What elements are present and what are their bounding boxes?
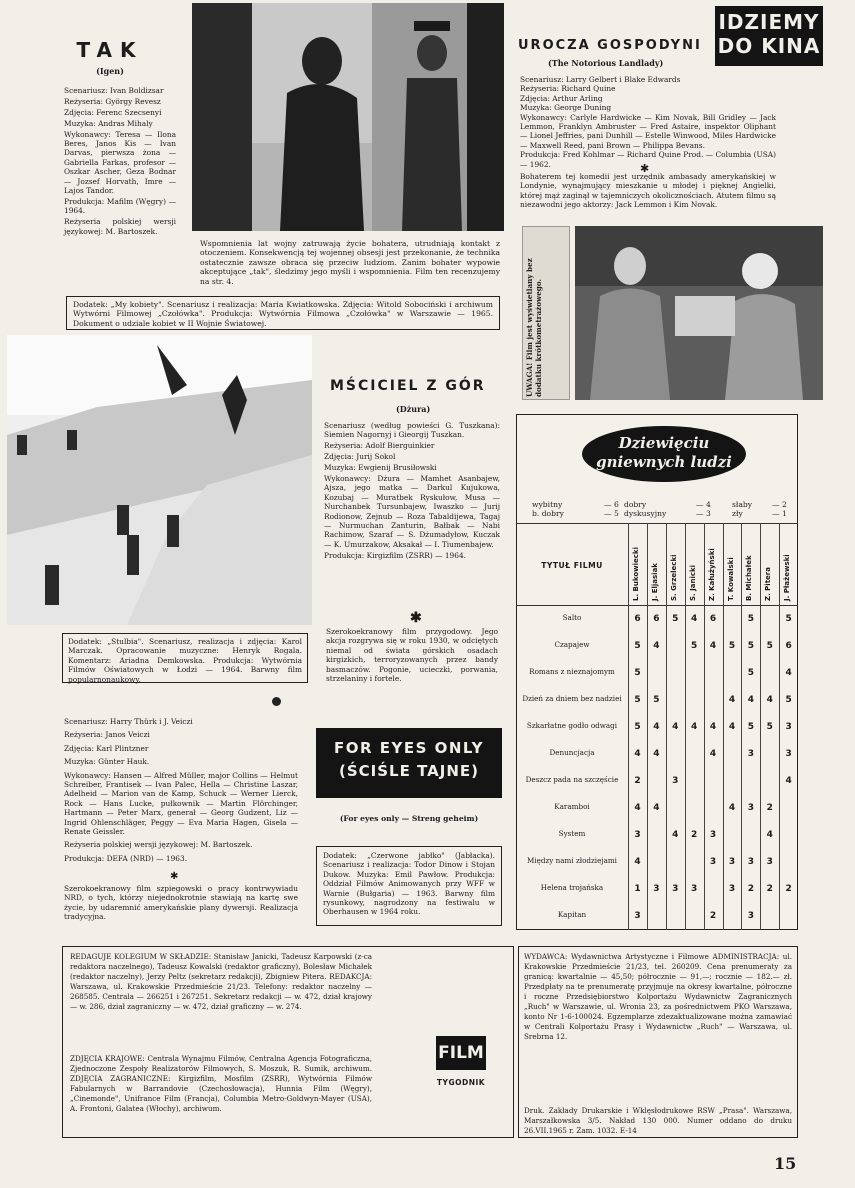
credit-line: Reżyseria: Adolf Bierguinkier <box>324 441 435 451</box>
rating-cell: 6 <box>634 613 641 624</box>
credit-line: Reżyseria polskiej wersji językowej: M. Bartoszek. <box>64 840 253 850</box>
urocza-note-text: UWAGA! Film jest wyświetlany bez dodatku krótkometrażowego. <box>525 258 543 397</box>
tak-supplement <box>66 296 500 330</box>
rating-cell: 4 <box>691 613 698 624</box>
rating-cell: 3 <box>691 883 698 894</box>
logo-line-1: IDZIEMY <box>718 10 820 34</box>
credit-line: Produkcja: Fred Kohlmar — Richard Quine Prod. — Columbia (USA) — 1962. <box>520 150 776 169</box>
rating-cell: 2 <box>785 883 792 894</box>
credit-line: Scenariusz: Ivan Boldizsar <box>64 86 164 95</box>
legend-label: dobry <box>624 500 647 509</box>
critic-name: J. Eljasiak <box>650 563 659 601</box>
legend-label: zły <box>732 509 743 518</box>
foreyes-subtitle: (ŚCIŚLE TAJNE) <box>339 762 479 780</box>
urocza-credits <box>520 75 776 171</box>
credit-line: Zdjęcia: Ferenc Szecsenyi <box>64 107 162 117</box>
legend-value: 4 <box>706 500 711 509</box>
rated-film-title: Między nami złodziejami <box>527 856 617 866</box>
rating-cell: 4 <box>728 802 736 813</box>
legend-item: — 2 <box>772 500 787 509</box>
rated-film-title: System <box>558 829 586 839</box>
msciciel-photo <box>7 335 312 625</box>
rating-cell: 3 <box>653 883 660 894</box>
rating-cell: 4 <box>766 694 773 705</box>
critic-name: S. Janicki <box>688 564 697 601</box>
rated-film-title: Salto <box>562 613 582 623</box>
footer-editorial: REDAGUJE KOLEGIUM W SKŁADZIE: Stanisław Janicki, Tadeusz Karpowski (z-ca redaktora naczelnego), Tadeusz Kowalski (redaktor graficzny), Bolesław Michałek (redaktor naczelny), Jerzy Peltz (sekretarz redakcji), Zbigniew Pitera. REDAKCJA: Warszawa, ul. Krakowskie Przedmieście 21/23. Telefony: redaktor naczelny — 268585. Centrala — 266251 i 267251. Sekretarz redakcji — w. 472, dział krajowy — w. 286, dział zagraniczny — w. 472, dział graficzny — w. 274. <box>70 952 372 1011</box>
urocza-photo <box>575 226 823 400</box>
legend-item: — 6 <box>604 500 619 509</box>
rating-cell: 5 <box>766 640 773 651</box>
rated-film-title: Karamboi <box>554 802 590 812</box>
rating-cell: 5 <box>728 640 736 651</box>
urocza-original-title: (The Notorious Landlady) <box>548 58 664 68</box>
ratings-grid <box>516 523 798 930</box>
logo-line-2: DO KINA <box>717 34 821 58</box>
rating-cell: 4 <box>709 721 717 732</box>
credit-line: Reżyseria: Janos Veiczi <box>64 730 150 740</box>
rating-cell: 3 <box>747 802 754 813</box>
credit-line: Scenariusz: Harry Thürk i J. Veiczi <box>64 717 193 726</box>
credit-line: Zdjęcia: Arthur Arling <box>520 93 603 103</box>
msciciel-supplement-text: Dodatek: „Stulbia". Scenariusz, realizacja i zdjęcia: Karol Marczak. Opracowanie muzyczne: Henryk Rogala. Komentarz: Ariadna Demkowska. Produkcja: Wytwórnia Filmów Oświatowych w Łodzi — 1964. Barwny film popularnonaukowy. <box>68 637 302 684</box>
rating-cell: 3 <box>672 775 679 786</box>
credit-line: Reżyseria polskiej wersji językowej: M. Bartoszek. <box>64 217 176 236</box>
credit-line: Wykonawcy: Hansen — Alfred Müller, major Collins — Helmut Schreiber, Frantisek — Ivan Palec, Hella — Christine Laszar, Adelheid — Marion van de Kamp, Schuck — Werner Lierck, Rock — Hans Lucke, pułkownik — Martin Flörchinger, Hartmann — Peter Marx, generał — Georg Gudzent, Liz — Ingrid Ohlenschläger, Peggy — Eva Maria Hagen, Gisela — Renate Geissler. <box>64 770 298 837</box>
rating-cell: 3 <box>709 856 717 867</box>
urocza-note <box>522 226 570 400</box>
rating-cell: 6 <box>653 613 660 624</box>
ratings-header-rule <box>516 523 798 524</box>
footer-publisher: WYDAWCA: Wydawnictwa Artystyczne i Filmowe ADMINISTRACJA: ul. Krakowskie Przedmieście 21/23, tel. 260209. Cena prenumeraty za granicą: kwartalnie — 45,50; półrocznie — 91,—; rocznie — 182.— zł. Przedpłaty na te prenumeratę przyjmuje na okresy kwartalne, półroczne i roczne Przedsiębiorstwo Kolportażu Wydawnictw Zagranicznych „Ruch" w Warszawie, ul. Wronia 23, za pośrednictwem PKO Warszawa, konto Nr 1-6-100024. Egzemplarze zdezaktualizowane można zamawiać w Centrali Kolportażu Prasy i Wydawnictw „Ruch" — Warszawa, ul. Srebrna 12. <box>524 952 792 1041</box>
credit-line: Scenariusz: Larry Gelbert i Blake Edwards <box>520 75 681 84</box>
legend-item: — 3 <box>696 509 711 518</box>
rating-cell: 4 <box>728 694 736 705</box>
rating-cell: 4 <box>709 640 717 651</box>
foreyes-title-box <box>316 728 502 798</box>
msciciel-original-title: (Dżura) <box>396 404 431 414</box>
legend-label: słaby <box>732 500 753 509</box>
rating-cell: 5 <box>634 694 641 705</box>
msciciel-description: Szerokoekranowy film przygodowy. Jego akcja rozgrywa się w roku 1930, w odciętych niemal od świata górskich osadach kirgizkich, terroryzowanych przez bandy basmaczów. Pogonie, ucieczki, porwania, strzelaniny i fortele. <box>326 627 498 684</box>
legend-value: 6 <box>614 500 619 509</box>
asterisk-icon: ✱ <box>640 162 650 175</box>
legend-label: dyskusyjny <box>624 509 667 518</box>
rating-cell: 3 <box>747 748 754 759</box>
tak-original-title: (Igen) <box>96 66 124 76</box>
rated-film-title: Romans z nieznajomym <box>529 667 615 677</box>
ratings-title-line-2: gniewnych ludzi <box>596 453 732 471</box>
rating-cell: 5 <box>634 640 641 651</box>
rating-cell: 3 <box>747 856 754 867</box>
asterisk-icon: ✱ <box>410 610 422 626</box>
credit-line: Muzyka: Günter Hauk. <box>64 757 150 767</box>
rating-cell: 4 <box>747 694 754 705</box>
rating-cell: 4 <box>634 748 641 759</box>
rating-cell: 4 <box>653 748 660 759</box>
rating-cell: 5 <box>672 613 679 624</box>
rating-cell: 6 <box>709 613 717 624</box>
footer-photos: ZDJĘCIA KRAJOWE: Centrala Wynajmu Filmów, Centralna Agencja Fotograficzna, Zjednoczone Zespoły Realizatorów Filmowych, S. Moszuk, R. Sumik, archiwum. ZDJĘCIA ZAGRANICZNE: Kirgizfilm, Mosfilm (ZSRR), Wytwórnia Filmów Fabularnych w Barrandovie (Czechosłowacja), Hunnia Film (Węgry), „Cinemonde", Unifrance Film (Francja), Columbia Metro-Goldwyn-Mayer (USA), A. Frontoni, Galatea (Włochy), archiwum. <box>70 1054 372 1113</box>
tak-credits <box>64 86 176 238</box>
rating-cell: 5 <box>747 613 754 624</box>
tak-supplement-text: Dodatek: „My kobiety". Scenariusz i realizacja: Maria Kwiatkowska. Zdjęcia: Witold Sobociński i archiwum Wytwórni Filmowej „Czołówka". Produkcja: Wytwórnia Filmowa „Czołówka" w Warszawie — 1965. Dokument o udziale kobiet w II Wojnie Światowej. <box>73 300 493 328</box>
legend-item: — 4 <box>696 500 711 509</box>
rating-cell: 4 <box>785 775 792 786</box>
page-number: 15 <box>774 1154 797 1173</box>
rating-cell: 4 <box>634 856 641 867</box>
credit-line: Wykonawcy: Carlyle Hardwicke — Kim Novak, Bill Gridley — Jack Lemmon, Franklyn Ambruster — Fred Astaire, inspektor Oliphant — Lionel Jeffries, pani Dunhill — Estelle Winwood, Miles Hardwicke — Maxwell Reed, pani Brown — Philippa Bevans. <box>520 112 776 150</box>
legend-item: — 1 <box>772 509 787 518</box>
legend-item <box>532 500 562 509</box>
rating-cell: 6 <box>785 640 792 651</box>
rating-cell: 4 <box>709 748 717 759</box>
credit-line: Muzyka: George Duning <box>520 103 612 113</box>
rating-cell: 5 <box>766 721 773 732</box>
legend-item <box>732 500 752 509</box>
foreyes-supplement <box>316 846 502 926</box>
urocza-title: UROCZA GOSPODYNI <box>518 38 702 53</box>
rating-cell: 4 <box>672 721 679 732</box>
credit-line: Reżyseria: Richard Quine <box>520 84 616 94</box>
legend-label: b. dobry <box>532 509 564 518</box>
rating-cell: 5 <box>747 667 754 678</box>
rated-film-title: Szkarłatne godło odwagi <box>526 721 618 731</box>
critic-name: B. Michałek <box>745 555 754 601</box>
rated-film-title: Kapitan <box>557 910 587 920</box>
rating-cell: 3 <box>728 883 736 894</box>
rating-cell: 4 <box>785 667 792 678</box>
credit-line: Produkcja: Mafilm (Węgry) — 1964. <box>64 196 176 216</box>
rating-cell: 3 <box>785 748 792 759</box>
footer-print: Druk. Zakłady Drukarskie i Wklęsłodrukowe RSW „Prasa". Warszawa, Marszałkowska 3/5. Nakład 130 000. Numer oddano do druku 26.VII.1965 r. Zam. 1032. E-14 <box>524 1106 792 1135</box>
urocza-photo-image <box>575 226 823 400</box>
critic-name: T. Kowalski <box>726 557 735 601</box>
credit-line: Muzyka: Andras Mihaly <box>64 118 153 128</box>
tak-description: Wspomnienia lat wojny zatruwają życie bohatera, utrudniają kontakt z otoczeniem. Konsekwencją tej wojennej obsesji jest przekonanie, że technika ostatecznie zawsze obraca się przeciw ludziom. Zanim bohater wypowie akceptujące „tak", śledzimy jego myśli i wspomnienia. Film ten recenzujemy na str. 4. <box>200 239 500 286</box>
legend-item <box>532 509 564 518</box>
critic-name: Z. Pitera <box>764 567 773 601</box>
film-logo <box>436 1036 486 1070</box>
rating-cell: 5 <box>634 667 641 678</box>
credit-line: Zdjęcia: Karl Plintzner <box>64 743 149 753</box>
credit-line: Reżyseria: György Revesz <box>64 96 161 106</box>
legend-value: 5 <box>614 509 619 518</box>
rating-cell: 3 <box>728 856 736 867</box>
rating-cell: 2 <box>766 802 773 813</box>
foreyes-description: Szerokoekranowy film szpiegowski o pracy kontrwywiadu NRD, o tych, którzy niejednokrotnie stawiają na kartę swe życie, by udaremnić amerykańskie plany dywersji. Realizacja tradycyjna. <box>64 884 298 922</box>
rating-cell: 3 <box>785 721 792 732</box>
ratings-title-line-1: Dziewięciu <box>618 434 710 452</box>
rating-cell: 4 <box>634 802 641 813</box>
credit-line: Wykonawcy: Teresa — Ilona Beres, Janos Kis — Ivan Darvas, pierwsza żona — Gabriella Farkas, profesor — Oszkar Ascher, Geza Bodnar — Jozsef Horvath, Imre — Lajos Tandor. <box>64 129 176 196</box>
legend-item: — 5 <box>604 509 619 518</box>
tak-title: TAK <box>76 38 144 62</box>
critic-name: J. Płażewski <box>783 554 792 601</box>
legend-value: 1 <box>782 509 787 518</box>
urocza-description: Bohaterem tej komedii jest urzędnik ambasady amerykańskiej w Londynie, wynajmujący mieszkanie u młodej i pięknej Angielki, której mąż zaginął w tajemniczych okolicznościach. Atutem filmu są niezawodni jego aktorzy: Jack Lemmon i Kim Novak. <box>520 172 776 210</box>
rating-cell: 5 <box>785 613 792 624</box>
rated-film-title: Czapajew <box>554 640 590 650</box>
credit-line: Muzyka: Ewgienij Brusiłowski <box>324 463 437 473</box>
foreyes-original-title: (For eyes only — Streng geheim) <box>339 814 479 823</box>
legend-item <box>732 509 743 518</box>
rating-cell: 4 <box>766 829 773 840</box>
rating-cell: 3 <box>672 883 679 894</box>
rating-cell: 4 <box>672 829 679 840</box>
critic-name: L. Bukowiecki <box>632 547 640 601</box>
tak-photo-image <box>192 3 504 231</box>
rating-cell: 5 <box>747 640 754 651</box>
rating-cell: 3 <box>766 856 773 867</box>
rating-cell: 2 <box>691 829 698 840</box>
rated-film-title: Helena trojańska <box>540 883 604 893</box>
legend-value: 2 <box>782 500 787 509</box>
rated-film-title: Dzień za dniem bez nadziei <box>522 694 622 704</box>
idziemy-do-kina-logo <box>715 6 823 66</box>
msciciel-photo-image <box>7 335 312 625</box>
rating-cell: 5 <box>634 721 641 732</box>
rated-film-title: Denuncjacja <box>549 748 595 758</box>
rating-cell: 1 <box>634 883 641 894</box>
rated-film-title: Deszcz pada na szczęście <box>525 775 619 785</box>
legend-label: wybitny <box>532 500 563 509</box>
rating-cell: 4 <box>653 802 660 813</box>
credit-line: Wykonawcy: Dżura — Mamhet Asanbajew, Ajsza, jego matka — Darkul Kujukowa, Kozubaj — Muratbek Ryskułow, Musa — Nurchanbek Tursunbajew, Iwaszko — Jurij Rodionow, Zejnub — Roza Tabaldijewa, Tagaj — Nurmuchan Zanturin, Bałbak — Nabi Rachimow, Szaraf — S. Dżumadyłow, Kuczak — K. Umurzakow, Aksakał — I. Tiumenbajew. <box>324 474 500 549</box>
rating-cell: 2 <box>766 883 773 894</box>
msciciel-supplement <box>62 633 308 683</box>
rating-cell: 3 <box>634 910 641 921</box>
rating-cell: 4 <box>653 640 660 651</box>
credit-line: Produkcja: Kirgizfilm (ZSRR) — 1964. <box>324 550 466 560</box>
rating-cell: 5 <box>653 694 660 705</box>
rating-cell: 3 <box>634 829 641 840</box>
ratings-column-title: TYTUŁ FILMU <box>541 561 603 570</box>
rating-cell: 4 <box>691 721 698 732</box>
foreyes-credits <box>64 717 298 865</box>
asterisk-icon: ✱ <box>170 871 179 882</box>
rating-cell: 5 <box>785 694 792 705</box>
rating-cell: 2 <box>709 910 717 921</box>
critic-name: S. Grzelecki <box>669 554 678 601</box>
rating-cell: 2 <box>747 883 754 894</box>
legend-item <box>624 500 646 509</box>
critic-name: Z. Kałużyński <box>707 548 716 601</box>
credit-line: Zdjęcia: Jurij Sokol <box>324 452 396 462</box>
foreyes-supplement-text: Dodatek: „Czerwone jabłko" (Jabłacka). Scenariusz i realizacja: Todor Dinow i Stojan Dukow. Muzyka: Emil Pawłow. Produkcja: Oddział Filmów Animowanych przy WFF w Warnie (Bułgaria) — 1963. Barwny film rysunkowy, nagrodzony na festiwalu w Oberhausen w 1964 roku. <box>323 851 495 917</box>
rating-cell: 4 <box>653 721 660 732</box>
ratings-title <box>582 426 746 482</box>
rating-cell: 5 <box>691 640 698 651</box>
credit-line: Scenariusz (według powieści G. Tuszkana): Siemien Nagornyj i Gieorgij Tuszkan. <box>324 421 500 440</box>
film-logo-text: FILM <box>438 1043 484 1063</box>
legend-item <box>624 509 666 518</box>
rating-cell: 3 <box>709 829 717 840</box>
film-logo-subtitle: TYGODNIK <box>436 1078 486 1087</box>
msciciel-credits <box>324 421 500 562</box>
tak-photo <box>192 3 504 231</box>
credit-line: Produkcja: DEFA (NRD) — 1963. <box>64 853 188 863</box>
rating-cell: 3 <box>747 910 754 921</box>
rating-cell: 4 <box>728 721 736 732</box>
bullet-icon <box>272 697 281 706</box>
legend-value: 3 <box>706 509 711 518</box>
msciciel-title: MŚCICIEL Z GÓR <box>330 378 486 394</box>
foreyes-title: FOR EYES ONLY <box>333 739 485 757</box>
rating-cell: 5 <box>747 721 754 732</box>
rating-cell: 2 <box>634 775 641 786</box>
